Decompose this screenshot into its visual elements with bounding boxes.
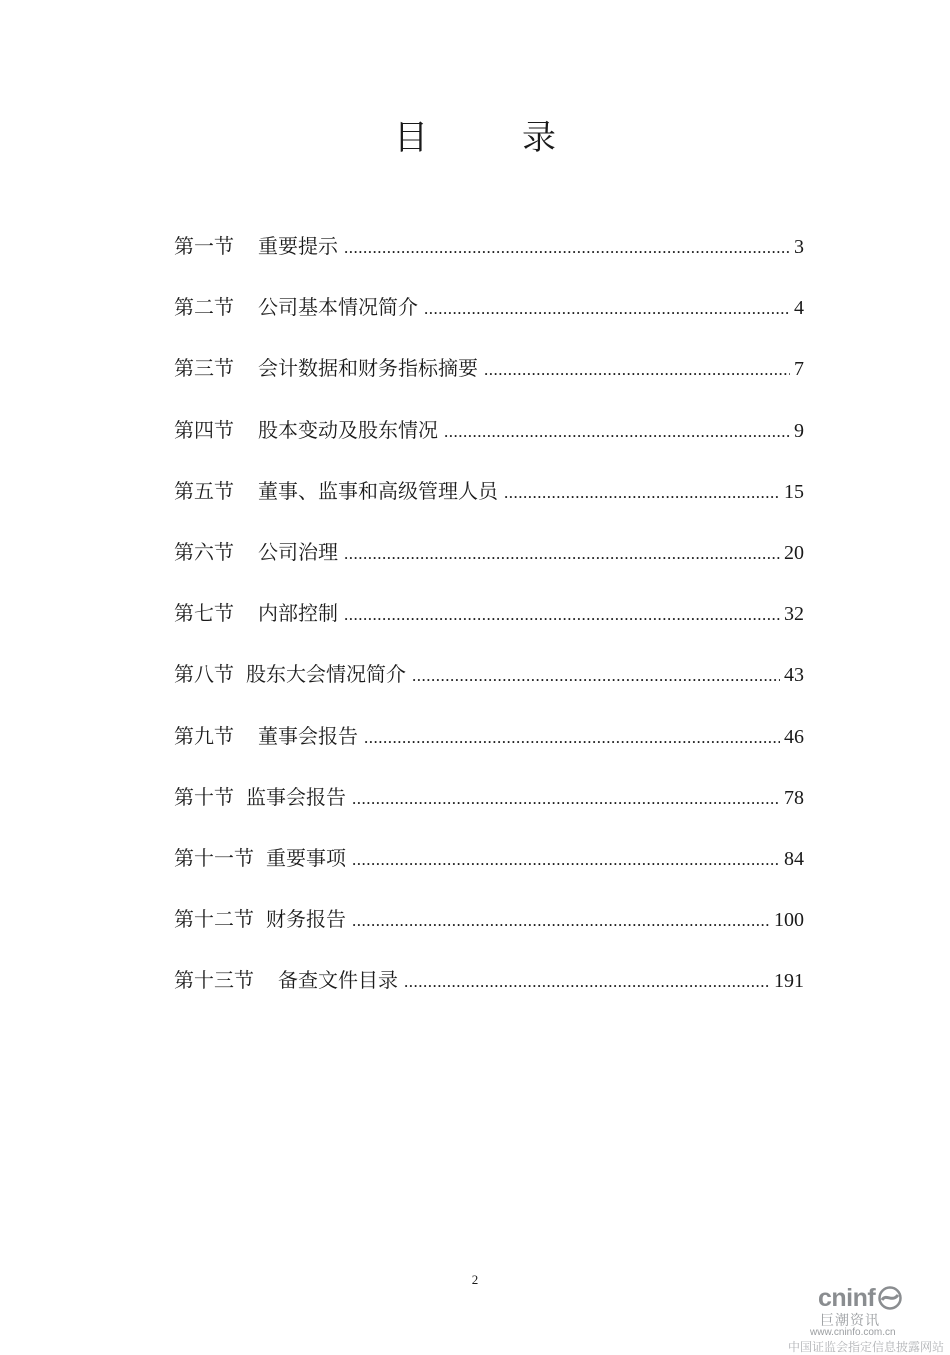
toc-entry-12[interactable]: [174, 899, 804, 960]
toc-heading: 重要提示: [258, 234, 338, 258]
page-title: 目 录: [394, 118, 586, 158]
cninfo-url: www.cninfo.com.cn: [810, 1327, 896, 1338]
toc-section-label: 第八节: [174, 662, 234, 687]
toc-entry-11[interactable]: [174, 838, 804, 899]
toc-entry-1[interactable]: [174, 226, 804, 287]
toc-heading: 内部控制: [258, 601, 338, 626]
toc-entry-9[interactable]: [174, 716, 804, 777]
toc-heading: 财务报告: [266, 907, 346, 932]
toc-heading: 备查文件目录: [278, 968, 398, 993]
toc-entry-7[interactable]: [174, 593, 804, 654]
toc-entry-13[interactable]: [174, 960, 804, 1021]
toc-page-number: 46: [784, 725, 804, 748]
cninfo-tagline: 中国证监会指定信息披露网站: [788, 1340, 945, 1354]
toc-leader: [404, 962, 770, 1002]
toc-section-label: 第六节: [174, 539, 234, 564]
toc-leader: [364, 718, 780, 758]
table-of-contents: [174, 226, 804, 1021]
toc-leader: [352, 840, 780, 880]
toc-section-label: 第七节: [174, 601, 234, 626]
toc-heading: 公司治理: [258, 539, 338, 564]
toc-heading: 股本变动及股东情况: [258, 417, 438, 442]
toc-page-number: 100: [774, 909, 804, 932]
toc-section-label: 第十节: [174, 784, 234, 809]
toc-section-label: 第一节: [174, 234, 234, 258]
toc-leader: [504, 473, 780, 513]
toc-leader: [424, 289, 790, 329]
page-number: 2: [471, 1272, 479, 1287]
toc-heading: 董事、监事和高级管理人员: [258, 478, 498, 503]
toc-section-label: 第十一节: [174, 845, 254, 870]
toc-section-label: 第九节: [174, 723, 234, 748]
toc-page-number: 3: [794, 236, 804, 258]
toc-page-number: 43: [784, 664, 804, 687]
swirl-logo-icon: [877, 1286, 903, 1310]
cninfo-logo: [818, 1284, 903, 1312]
toc-page-number: 20: [784, 541, 804, 564]
toc-page-number: 15: [784, 480, 804, 503]
toc-page-number: 7: [794, 358, 804, 381]
toc-leader: [344, 534, 780, 574]
toc-entry-6[interactable]: [174, 532, 804, 593]
toc-leader: [344, 595, 780, 635]
toc-entry-8[interactable]: [174, 654, 804, 715]
toc-entry-5[interactable]: [174, 471, 804, 532]
toc-section-label: 第十二节: [174, 907, 254, 932]
toc-page-number: 32: [784, 603, 804, 626]
toc-leader: [352, 779, 780, 819]
toc-page-number: 4: [794, 297, 804, 320]
toc-heading: 股东大会情况简介: [246, 662, 406, 687]
toc-heading: 重要事项: [266, 845, 346, 870]
toc-entry-10[interactable]: [174, 777, 804, 838]
toc-leader: [352, 901, 770, 941]
toc-page-number: 84: [784, 847, 804, 870]
cninfo-watermark: [788, 1283, 950, 1354]
toc-entry-3[interactable]: [174, 348, 804, 409]
toc-section-label: 第三节: [174, 356, 234, 381]
toc-section-label: 第二节: [174, 295, 234, 320]
toc-leader: [444, 412, 790, 452]
toc-heading: 董事会报告: [258, 723, 358, 748]
toc-heading: 会计数据和财务指标摘要: [258, 356, 478, 381]
toc-page-number: 191: [774, 970, 804, 993]
cninfo-name: 巨潮资讯: [820, 1313, 880, 1329]
toc-page-number: 9: [794, 419, 804, 442]
toc-section-label: 第五节: [174, 478, 234, 503]
toc-heading: 监事会报告: [246, 784, 346, 809]
toc-entry-2[interactable]: [174, 287, 804, 348]
toc-heading: 公司基本情况简介: [258, 295, 418, 320]
toc-section-label: 第十三节: [174, 968, 254, 993]
toc-leader: [484, 350, 790, 390]
toc-entry-4[interactable]: [174, 410, 804, 471]
cninfo-logo-text: cninf: [818, 1283, 876, 1312]
toc-leader: [344, 228, 790, 268]
toc-page-number: 78: [784, 786, 804, 809]
toc-leader: [412, 656, 780, 696]
toc-section-label: 第四节: [174, 417, 234, 442]
